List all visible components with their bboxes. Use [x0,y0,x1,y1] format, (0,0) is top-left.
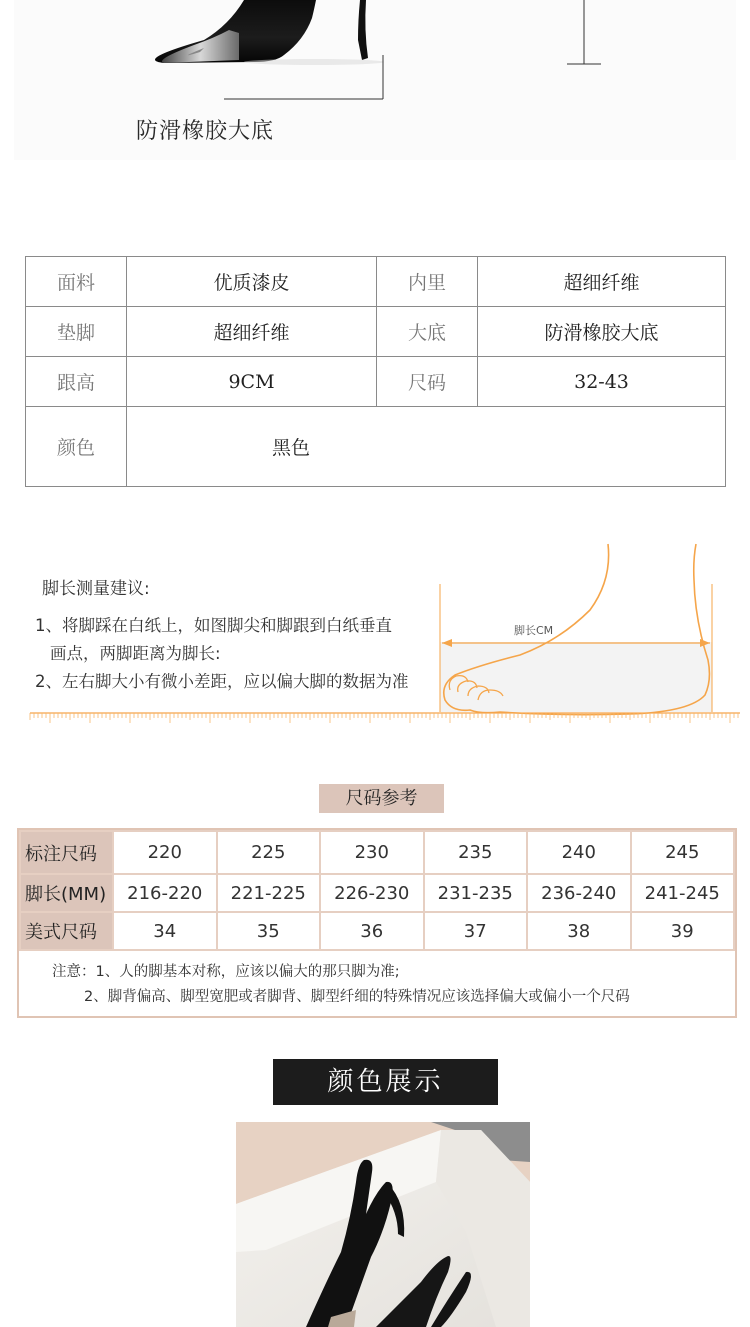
size-cell: 35 [217,912,321,950]
size-cell: 220 [113,831,217,874]
spec-value-insole: 超细纤维 [127,307,377,357]
size-cell: 39 [631,912,735,950]
size-cell: 236-240 [527,874,631,912]
spec-key-size: 尺码 [377,357,478,407]
spec-row [26,307,726,357]
size-cell: 216-220 [113,874,217,912]
size-cell: 230 [320,831,424,874]
size-note-1: 注意：1、人的脚基本对称，应该以偏大的那只脚为准; [52,964,400,980]
spec-key-color: 颜色 [26,407,127,487]
spec-row [26,257,726,307]
size-cell: 34 [113,912,217,950]
row-header: 标注尺码 [20,831,113,874]
spec-value-color: 黑色 [127,407,726,487]
spec-key-insole: 垫脚 [26,307,127,357]
color-showcase-title: 颜色展示 [273,1059,498,1105]
size-row-label [20,831,734,874]
size-chart-notes [19,951,735,1016]
product-spec-table [25,256,726,487]
size-cell: 221-225 [217,874,321,912]
size-cell: 241-245 [631,874,735,912]
size-row-us [20,912,734,950]
spec-key-lining: 内里 [377,257,478,307]
color-showcase-photo [236,1122,530,1327]
size-cell: 225 [217,831,321,874]
spec-row [26,407,726,487]
size-chart-table [19,830,735,951]
foot-length-label: 脚长CM [514,624,554,637]
size-chart [17,828,737,1018]
spec-value-heel-height: 9CM [127,357,377,407]
size-note-2: 2、脚背偏高、脚型宽肥或者脚背、脚型纤细的特殊情况应该选择偏大或偏小一个尺码 [84,989,630,1005]
measure-guide-step-1-cont: 画点，两脚距离为脚长: [50,644,221,663]
size-cell: 36 [320,912,424,950]
size-cell: 245 [631,831,735,874]
sole-callout-label: 防滑橡胶大底 [136,119,275,144]
spec-value-lining: 超细纤维 [478,257,726,307]
measure-guide-title: 脚长测量建议: [42,579,150,599]
shoes-in-box-image [236,1122,530,1327]
size-cell: 38 [527,912,631,950]
size-cell: 231-235 [424,874,528,912]
size-cell: 240 [527,831,631,874]
foot-measure-guide [0,540,750,740]
row-header: 脚长(MM) [20,874,113,912]
spec-key-material: 面料 [26,257,127,307]
spec-key-heel-height: 跟高 [26,357,127,407]
measure-guide-step-1: 1、将脚踩在白纸上，如图脚尖和脚跟到白纸垂直 [35,616,392,635]
measure-guide-step-2: 2、左右脚大小有微小差距，应以偏大脚的数据为准 [35,672,409,691]
size-cell: 226-230 [320,874,424,912]
shoe-side-view-image [14,0,736,160]
row-header: 美式尺码 [20,912,113,950]
size-cell: 37 [424,912,528,950]
size-cell: 235 [424,831,528,874]
size-row-foot-length [20,874,734,912]
spec-value-material: 优质漆皮 [127,257,377,307]
size-chart-title: 尺码参考 [319,784,444,813]
spec-row [26,357,726,407]
product-photo-detail [14,0,736,160]
spec-value-size: 32-43 [478,357,726,407]
spec-key-outsole: 大底 [377,307,478,357]
spec-value-outsole: 防滑橡胶大底 [478,307,726,357]
